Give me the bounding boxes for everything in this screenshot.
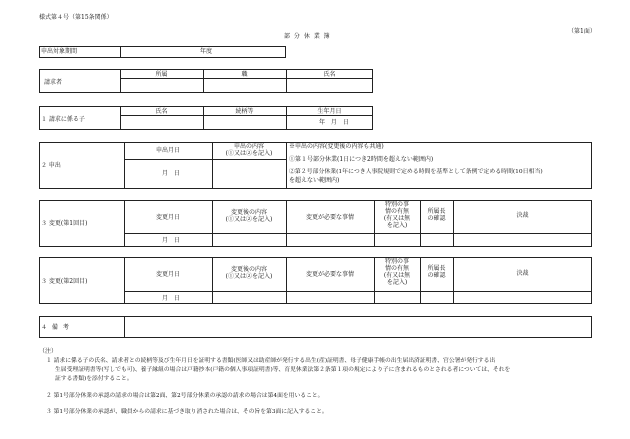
note-1-line2: 生届受理証明書等(写しでも可)、養子縁組の場合は戸籍抄本(戸籍の個人事項証明書)等、育児休業法第２条第１項の規定により子に含まれるものとされる者については、それを [55,367,511,373]
requester-affiliation-field[interactable] [120,79,203,93]
change1-label: ３ 変更(第1回目) [41,220,88,227]
application-label: ２ 申出 [41,162,61,169]
application-col-date: 申出月日 [155,147,180,154]
requester-col-affiliation: 所属 [155,71,168,78]
change1-col-date: 変更月日 [155,214,180,221]
change1-col-reason: 変更が必要な事情 [305,214,354,221]
change2-col-content-1: 変更後の内容 [230,266,267,273]
requester-col-name: 氏名 [323,71,336,78]
notes-heading: （注） [39,348,58,355]
form-number: 様式第４号（第15条関係） [39,14,113,21]
application-col-content-2: (①又は②を記入) [225,150,273,157]
requester-name-field[interactable] [286,79,373,93]
application-note-2-line1: ②第２号部分休業(1年につき人事院規則で定める時間を基準として条例で定める時間(10日相当) [289,169,543,175]
change2-col-reason: 変更が必要な事情 [305,271,354,278]
application-date-value: 月 日 [162,170,180,177]
change1-col-special-2: 情の有無 [384,208,409,215]
child-col-name: 氏名 [155,108,168,115]
change1-col-chief-2: の確認 [427,215,446,222]
change1-col-content-2: (①又は②を記入) [225,216,273,223]
requester-label: 請求者 [44,79,63,86]
page-title: 部 分 休 業 簿 [284,33,331,40]
remarks-field[interactable] [125,317,591,337]
change2-label: ３ 変更(第2回目) [41,278,88,285]
child-col-birth: 生年月日 [317,108,342,115]
change1-col-content-1: 変更後の内容 [230,209,267,216]
child-label: １ 請求に係る子 [41,116,85,123]
child-birth-value: 年 月 日 [319,119,349,126]
change2-col-special-4: を記入) [386,279,408,286]
change2-col-chief-1: 所属長 [427,265,446,272]
requester-position-field[interactable] [203,79,286,93]
period-year-label: 年度 [200,48,213,55]
change1-col-special-1: 特別の事 [384,201,409,208]
change2-date-value: 月 日 [162,295,180,302]
change1-col-special-3: (有又は無 [383,215,411,222]
change1-col-chief-1: 所属長 [427,208,446,215]
remarks-label: ４ 備 考 [41,324,69,331]
change2-col-special-1: 特別の事 [384,258,409,265]
change2-col-decision: 決裁 [516,270,529,277]
application-note-2-line2: を超えない範囲内) [289,177,340,184]
page-label: （第1面） [568,28,596,35]
change2-col-date: 変更月日 [155,271,180,278]
application-col-content-1: 申出の内容 [233,143,264,150]
note-1-line3: 証する書類)を添付すること。 [55,376,133,382]
application-note-title: ※申出の内容(変更後の内容も共通) [289,143,384,150]
note-1-line1: １ 請求に係る子の氏名、請求者との続柄等及び生年月日を証明する書類(医師又は助産師が発行する出生(産)証明書、母子健康手帳の出生届出済証明書、官公署が発行する出 [46,358,496,364]
period-label: 申出対象期間 [41,48,78,55]
change2-col-content-2: (①又は②を記入) [225,273,273,280]
child-col-relation: 続柄等 [235,108,254,115]
note-2: ２ 第1号部分休業の承認の請求の場合は第2面、第2号部分休業の承認の請求の場合は第4面を用いること。 [46,393,324,399]
note-3: ３ 第1号部分休業の承認が、職員からの請求に基づき取り消された場合は、その旨を第3面に記入すること。 [46,409,328,415]
change2-col-chief-2: の確認 [427,272,446,279]
change2-col-special-2: 情の有無 [384,265,409,272]
requester-col-position: 職 [241,71,248,78]
application-note-1: ①第１号部分休業(1日につき2時間を超えない範囲内) [289,156,434,163]
change1-date-value: 月 日 [162,237,180,244]
change2-col-special-3: (有又は無 [383,272,411,279]
change1-col-decision: 決裁 [516,212,529,219]
change1-col-special-4: を記入) [386,222,408,229]
